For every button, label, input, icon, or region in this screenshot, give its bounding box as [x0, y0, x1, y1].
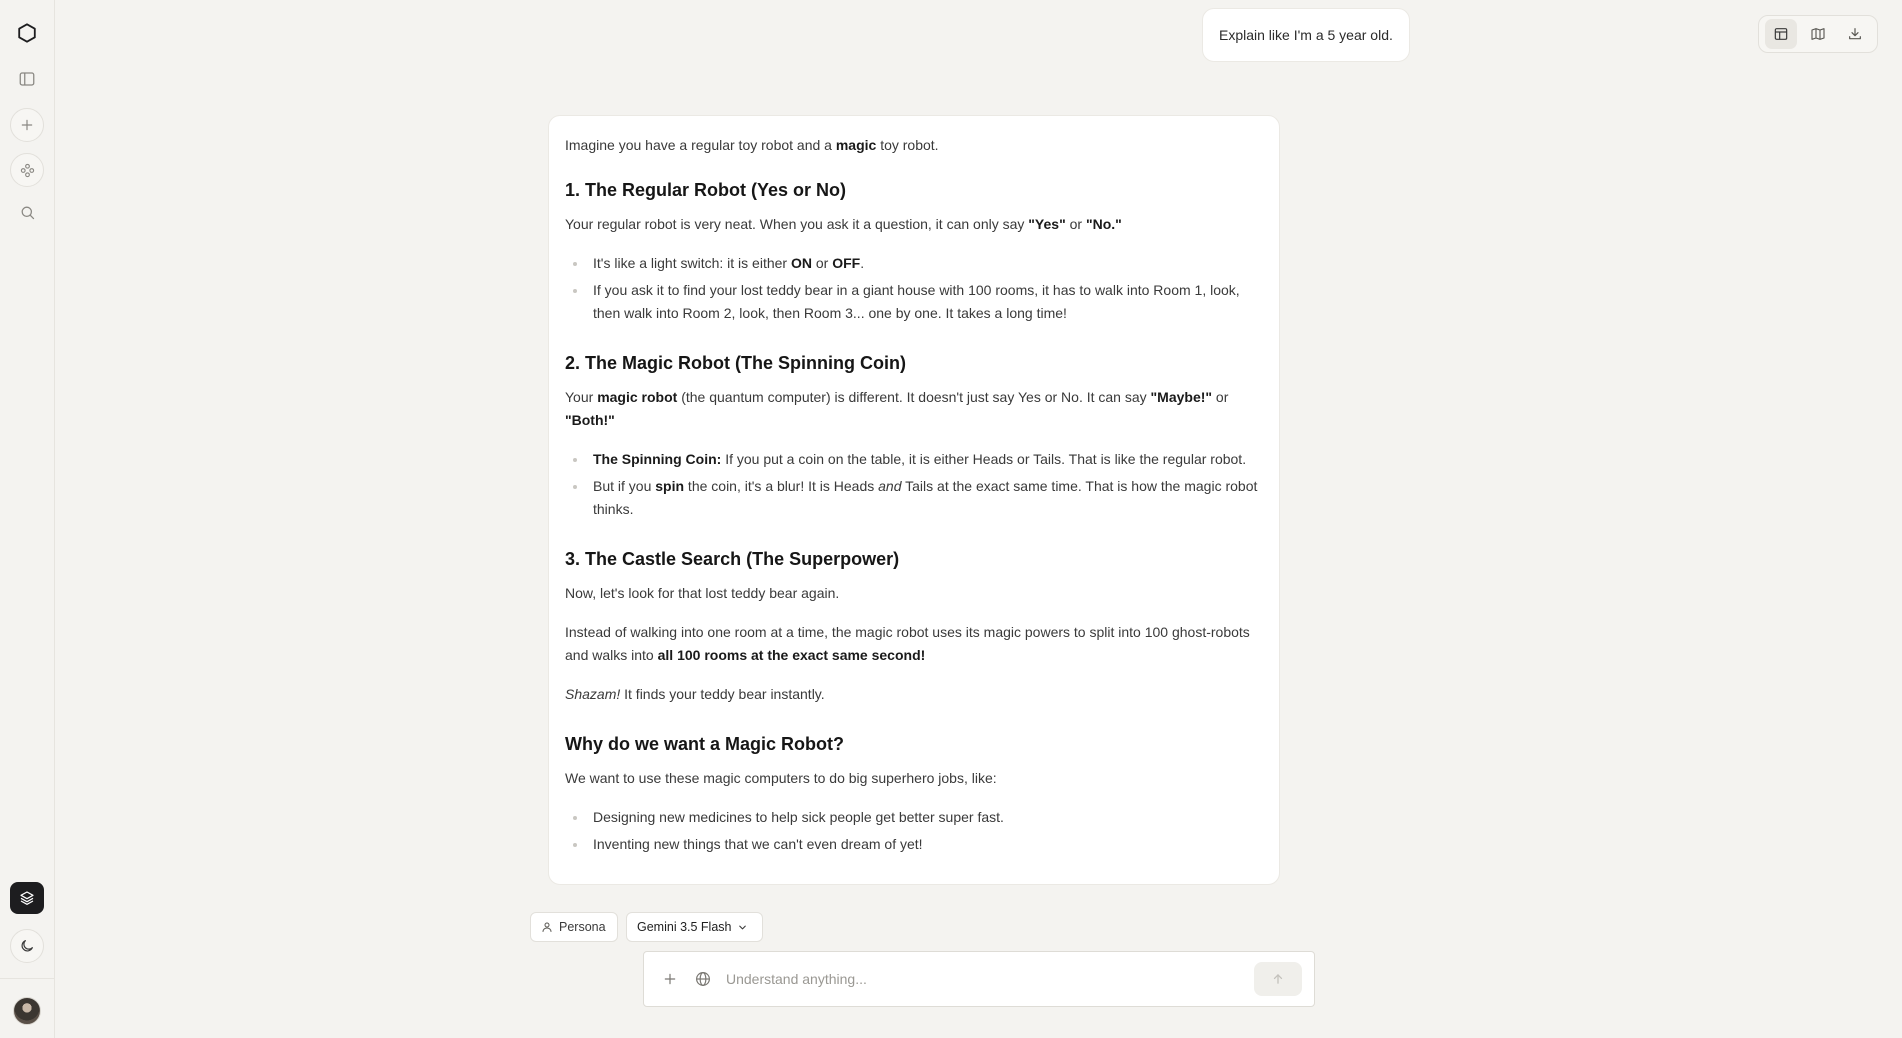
persona-label: Persona: [559, 920, 606, 934]
user-message-bubble: [1202, 8, 1410, 62]
bullet-list: [565, 252, 1263, 325]
chevron-down-icon: [737, 922, 748, 933]
user-icon: [541, 921, 553, 933]
list-item: Inventing new things that we can't even dream of yet!: [565, 833, 1263, 856]
arrow-up-icon: [1271, 972, 1285, 986]
layout-icon[interactable]: [1765, 19, 1797, 49]
list-item: Designing new medicines to help sick people get better super fast.: [565, 806, 1263, 829]
intro-paragraph: Imagine you have a regular toy robot and a magic toy robot.: [565, 137, 939, 153]
paragraph: Your regular robot is very neat. When you ask it a question, it can only say "Yes" or "No.": [565, 216, 1122, 232]
avatar[interactable]: [13, 997, 41, 1025]
paragraph: We want to use these magic computers to do big superhero jobs, like:: [565, 770, 997, 786]
map-icon[interactable]: [1802, 19, 1834, 49]
sidebar: [0, 0, 55, 1038]
new-chat-button[interactable]: [10, 108, 44, 142]
composer: [643, 951, 1315, 1007]
dark-mode-toggle[interactable]: [10, 929, 44, 963]
list-item: The Spinning Coin: If you put a coin on the table, it is either Heads or Tails. That is like the regular robot.: [565, 448, 1263, 471]
apps-icon[interactable]: [10, 153, 44, 187]
logo-icon[interactable]: [10, 16, 44, 50]
list-item: It's like a light switch: it is either ON or OFF.: [565, 252, 1263, 275]
bullet-list: [565, 806, 1263, 856]
section-heading: Why do we want a Magic Robot?: [565, 734, 844, 754]
sidebar-divider: [0, 978, 55, 979]
globe-icon[interactable]: [694, 970, 712, 988]
model-selector[interactable]: [626, 912, 763, 942]
paragraph: Your magic robot (the quantum computer) is different. It doesn't just say Yes or No. It can say "Maybe!" or "Both!": [565, 389, 1229, 428]
send-button[interactable]: [1254, 962, 1302, 996]
message-input[interactable]: [726, 971, 1254, 987]
model-label: Gemini 3.5 Flash: [637, 920, 732, 934]
paragraph: Now, let's look for that lost teddy bear again.: [565, 585, 840, 601]
attach-plus-icon[interactable]: [662, 971, 678, 987]
paragraph: Shazam! It finds your teddy bear instantly.: [565, 686, 825, 702]
section-heading: 3. The Castle Search (The Superpower): [565, 549, 900, 569]
list-item: But if you spin the coin, it's a blur! It is Heads and Tails at the exact same time. That is how the magic robot thinks.: [565, 475, 1263, 521]
download-icon[interactable]: [1839, 19, 1871, 49]
user-message-text: Explain like I'm a 5 year old.: [1219, 27, 1393, 43]
assistant-response-card: [548, 115, 1280, 885]
bullet-list: [565, 448, 1263, 521]
sidebar-toggle-icon[interactable]: [10, 62, 44, 96]
top-toolbar: [1758, 15, 1878, 53]
layers-button[interactable]: [10, 882, 44, 914]
persona-button[interactable]: [530, 912, 618, 942]
list-item: If you ask it to find your lost teddy bear in a giant house with 100 rooms, it has to walk into Room 1, look, then walk into Room 2, look, then Room 3... one by one. It takes a long time!: [565, 279, 1263, 325]
section-heading: 1. The Regular Robot (Yes or No): [565, 180, 847, 200]
section-heading: 2. The Magic Robot (The Spinning Coin): [565, 353, 906, 373]
search-icon[interactable]: [10, 195, 44, 229]
paragraph: Instead of walking into one room at a time, the magic robot uses its magic powers to split into 100 ghost-robots and walks into all 100 rooms at the exact same second!: [565, 624, 1250, 663]
